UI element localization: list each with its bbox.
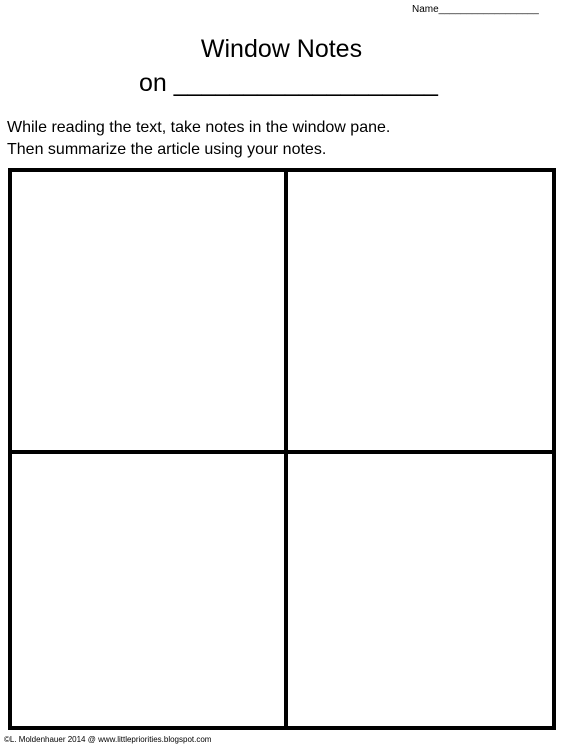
horizontal-divider — [12, 450, 552, 454]
page-title: Window Notes — [200, 35, 363, 63]
pane-bottom-left — [12, 454, 284, 726]
pane-bottom-right — [288, 454, 552, 726]
vertical-divider — [284, 172, 288, 726]
instructions — [7, 117, 390, 161]
copyright-footer: ©L. Moldenhauer 2014 @ www.littlepriorities.blogspot.com — [4, 735, 212, 744]
instructions-line-1: While reading the text, take notes in the window pane. — [7, 119, 391, 136]
name-field-label: Name__________________ — [412, 4, 539, 15]
topic-line: on ___________________ — [139, 69, 438, 97]
instructions-line-2: Then summarize the article using your notes. — [7, 141, 327, 158]
pane-top-left — [12, 172, 284, 450]
window-pane-grid — [8, 168, 556, 730]
pane-top-right — [288, 172, 552, 450]
